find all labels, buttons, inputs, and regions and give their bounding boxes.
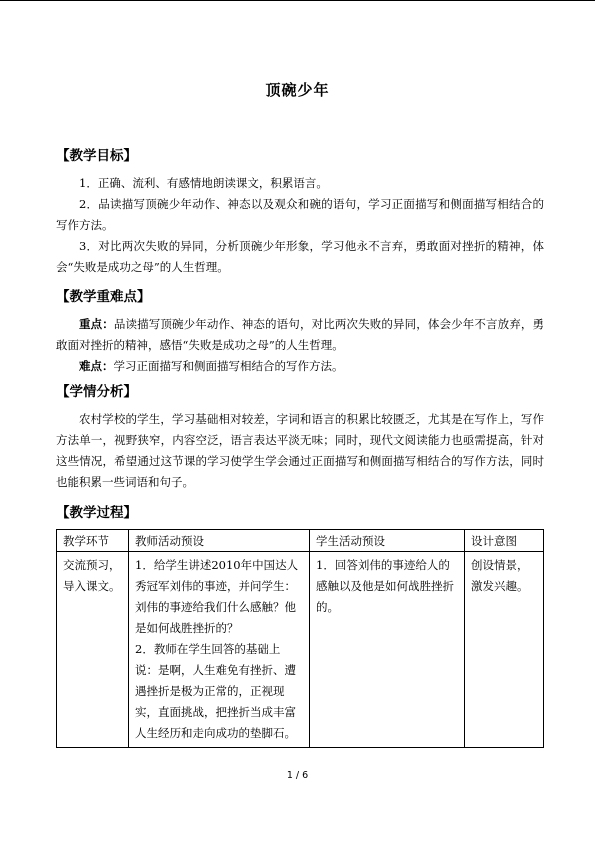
column-header-stage: 教学环节 bbox=[57, 530, 129, 552]
key-point-text: 品读描写顶碗少年动作、神态的语句，对比两次失败的异同，体会少年不言放弃，勇敢面对挫折的精神，感悟“失败是成功之母”的人生哲理。 bbox=[56, 317, 545, 352]
analysis-paragraph: 农村学校的学生，学习基础相对较差，字词和语言的积累比较匮乏，尤其是在写作上，写作方法单一，视野狭窄，内容空泛，语言表达平淡无味；同时，现代文阅读能力也亟需提高，针对这些情况，希望通过这节课的学习使学生学会通过正面描写和侧面描写相结合的写作方法，同时也能积累一些词语和句子。 bbox=[56, 412, 544, 489]
teacher-activity-step-2: 2．教师在学生回答的基础上说：是啊，人生难免有挫折、遭遇挫折是极为正常的，正视现实，直面挑战，把挫折当成丰富人生经历和走向成功的垫脚石。 bbox=[135, 642, 296, 740]
key-point-label: 重点： bbox=[79, 317, 114, 331]
page-number: 1 / 6 bbox=[286, 770, 309, 781]
cell-design-intent: 创设情景，激发兴趣。 bbox=[465, 552, 544, 748]
column-header-intent: 设计意图 bbox=[465, 530, 544, 552]
page-title: 顶碗少年 bbox=[265, 81, 330, 99]
cell-teacher-activity bbox=[129, 552, 310, 748]
table-header-row bbox=[57, 530, 544, 552]
section-heading-analysis: 【学情分析】 bbox=[56, 384, 137, 400]
table-row bbox=[57, 552, 544, 748]
teacher-activity-step-1: 1．给学生讲述2010年中国达人秀冠军刘伟的事迹，并问学生：刘伟的事迹给我们什么感触？他是如何战胜挫折的？ bbox=[135, 558, 299, 635]
column-header-teacher: 教师活动预设 bbox=[129, 530, 310, 552]
cell-student-activity: 1．回答刘伟的事迹给人的感触以及他是如何战胜挫折的。 bbox=[310, 552, 465, 748]
difficult-point-label: 难点： bbox=[79, 359, 114, 373]
section-heading-process: 【教学过程】 bbox=[56, 505, 137, 521]
goal-item-2: 2．品读描写顶碗少年动作、神态以及观众和碗的语句，学习正面描写和侧面描写相结合的写作方法。 bbox=[56, 197, 544, 232]
page-top-rule bbox=[0, 0, 595, 1]
goal-item-1: 1．正确、流利、有感情地朗读课文，积累语言。 bbox=[79, 176, 328, 190]
process-table bbox=[56, 529, 544, 748]
section-heading-key-points: 【教学重难点】 bbox=[56, 289, 151, 305]
column-header-student: 学生活动预设 bbox=[310, 530, 465, 552]
cell-stage: 交流预习，导入课文。 bbox=[57, 552, 129, 748]
key-point-paragraph bbox=[56, 314, 544, 356]
difficult-point-paragraph bbox=[56, 356, 544, 377]
difficult-point-text: 学习正面描写和侧面描写相结合的写作方法。 bbox=[113, 359, 344, 373]
goal-item-3: 3．对比两次失败的异同，分析顶碗少年形象，学习他永不言弃，勇敢面对挫折的精神，体会“失败是成功之母”的人生哲理。 bbox=[56, 239, 544, 274]
section-heading-goals: 【教学目标】 bbox=[56, 148, 137, 164]
